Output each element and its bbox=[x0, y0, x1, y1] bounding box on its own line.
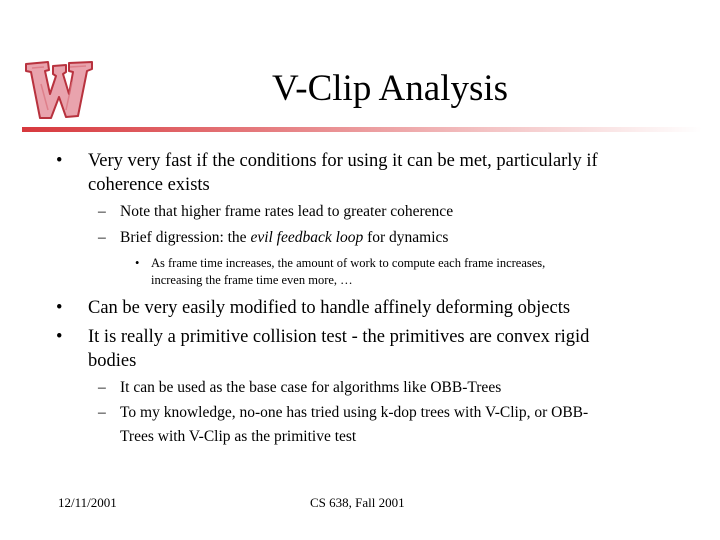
bullet-text: bodies bbox=[88, 351, 137, 371]
bullet-marker: • bbox=[56, 151, 63, 171]
sub-sub-bullet-text: increasing the frame time even more, … bbox=[151, 273, 353, 287]
bullet-text: Can be very easily modified to handle affinely deforming objects bbox=[88, 298, 571, 318]
sub-bullet-text: Note that higher frame rates lead to greater coherence bbox=[120, 203, 454, 220]
sub-bullet-text: To my knowledge, no-one has tried using k-dop trees with V-Clip, or OBB- bbox=[120, 404, 589, 421]
sub-sub-bullet-text: As frame time increases, the amount of work to compute each frame increases, bbox=[151, 256, 546, 270]
slide-title: V-Clip Analysis bbox=[271, 68, 509, 109]
dash-marker: – bbox=[98, 379, 106, 396]
bullet-text: coherence exists bbox=[88, 175, 210, 195]
sub-bullet-prefix: Brief digression: the bbox=[120, 229, 251, 246]
sub-bullet-suffix: for dynamics bbox=[363, 229, 449, 246]
footer-date: 12/11/2001 bbox=[58, 495, 117, 510]
bullet-marker: • bbox=[56, 327, 63, 347]
bullet-marker: • bbox=[135, 256, 140, 270]
emphasis-text: evil feedback loop bbox=[250, 229, 364, 246]
bullet-text: It is really a primitive collision test - the primitives are convex rigid bbox=[88, 327, 590, 347]
w-crest-icon bbox=[20, 54, 96, 124]
bullet-text: Very very fast if the conditions for using it can be met, particularly if bbox=[88, 151, 598, 171]
dash-marker: – bbox=[98, 229, 106, 246]
title-divider bbox=[22, 127, 702, 132]
sub-bullet-text: Trees with V-Clip as the primitive test bbox=[120, 428, 357, 445]
dash-marker: – bbox=[98, 203, 106, 220]
sub-bullet-text bbox=[120, 226, 448, 250]
sub-bullet-text: It can be used as the base case for algorithms like OBB-Trees bbox=[120, 379, 502, 396]
footer-course: CS 638, Fall 2001 bbox=[310, 495, 405, 510]
bullet-marker: • bbox=[56, 298, 63, 318]
dash-marker: – bbox=[98, 404, 106, 421]
